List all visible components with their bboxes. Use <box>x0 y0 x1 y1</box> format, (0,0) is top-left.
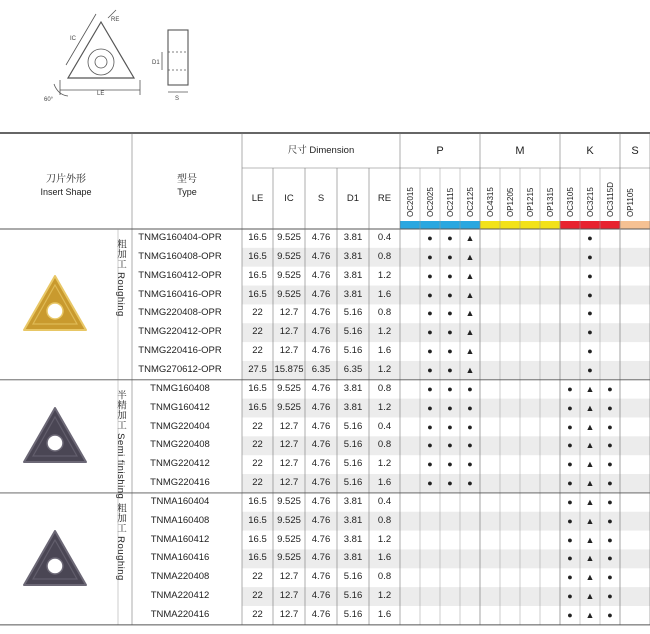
applicable-mark: ● <box>427 233 433 243</box>
applicable-mark: ● <box>427 251 433 262</box>
dim-cell: 9.525 <box>277 382 301 394</box>
applicable-mark: ● <box>447 233 453 243</box>
dim-cell: 4.76 <box>311 514 331 526</box>
applicable-mark: ● <box>467 459 473 470</box>
dim-cell: 1.2 <box>377 458 392 470</box>
insert-shape-header-en: Insert Shape <box>40 187 92 197</box>
applicable-mark: ● <box>607 402 613 413</box>
applicable-mark: ● <box>567 478 573 489</box>
dim-cell: 5.16 <box>343 345 363 357</box>
recommended-mark: ▲ <box>585 591 595 602</box>
applicable-mark: ● <box>447 251 453 262</box>
dim-cell: 16.5 <box>248 552 267 564</box>
recommended-mark: ▲ <box>465 364 475 375</box>
material-group-s: S <box>631 145 639 157</box>
type-cell: TNMG220412-OPR <box>138 326 222 338</box>
recommended-mark: ▲ <box>465 346 475 357</box>
dim-cell: 9.525 <box>277 401 301 413</box>
dim-cell: 16.5 <box>248 232 267 243</box>
applicable-mark: ● <box>427 364 433 375</box>
dim-cell: 12.7 <box>279 307 299 319</box>
dim-cell: 9.525 <box>277 495 301 507</box>
applicable-mark: ● <box>447 327 453 338</box>
type-cell: TNMG160404-OPR <box>138 232 222 243</box>
dim-cell: 9.525 <box>277 552 301 564</box>
recommended-mark: ▲ <box>585 402 595 413</box>
applicable-mark: ● <box>427 402 433 413</box>
applicable-mark: ● <box>567 553 573 564</box>
dim-cell: 4.76 <box>311 609 331 620</box>
dim-cell: 22 <box>252 609 263 620</box>
dim-header-le: LE <box>251 193 264 204</box>
dim-cell: 12.7 <box>279 439 299 451</box>
applicable-mark: ● <box>587 251 593 262</box>
applicable-mark: ● <box>467 421 473 432</box>
dim-cell: 22 <box>252 458 263 470</box>
grade-header: OP1205 <box>506 187 515 217</box>
dim-cell: 0.8 <box>377 307 392 319</box>
dim-cell: 5.16 <box>343 458 363 470</box>
material-band-s <box>620 221 650 229</box>
insert-shape-header-cn: 刀片外形 <box>46 174 86 185</box>
recommended-mark: ▲ <box>585 478 595 489</box>
type-cell: TNMG220416-OPR <box>138 345 222 357</box>
dim-cell: 5.16 <box>343 590 363 602</box>
angle-label: 60° <box>44 97 54 103</box>
applicable-mark: ● <box>607 421 613 432</box>
applicable-mark: ● <box>447 440 453 451</box>
dim-cell: 22 <box>252 345 263 357</box>
applicable-mark: ● <box>467 383 473 394</box>
applicable-mark: ● <box>607 553 613 564</box>
applicable-mark: ● <box>427 421 433 432</box>
applicable-mark: ● <box>607 440 613 451</box>
recommended-mark: ▲ <box>585 496 595 507</box>
dim-cell: 1.6 <box>377 609 392 620</box>
dim-cell: 1.6 <box>377 552 392 564</box>
dim-header-re: RE <box>377 193 392 204</box>
applicable-mark: ● <box>587 270 593 281</box>
material-group-k: K <box>586 145 594 157</box>
material-band-k <box>560 221 620 229</box>
dim-cell: 0.8 <box>377 250 392 262</box>
material-group-p: P <box>436 145 444 157</box>
dim-header-d1: D1 <box>346 193 360 204</box>
applicable-mark: ● <box>607 572 613 583</box>
dim-cell: 22 <box>252 477 263 489</box>
dim-cell: 12.7 <box>279 420 299 432</box>
dim-cell: 6.35 <box>343 363 363 375</box>
dim-cell: 5.16 <box>343 477 363 489</box>
applicable-mark: ● <box>447 346 453 357</box>
recommended-mark: ▲ <box>585 610 595 620</box>
recommended-mark: ▲ <box>585 534 595 545</box>
applicable-mark: ● <box>427 478 433 489</box>
applicable-mark: ● <box>467 478 473 489</box>
applicable-mark: ● <box>567 496 573 507</box>
recommended-mark: ▲ <box>585 572 595 583</box>
recommended-mark: ▲ <box>585 421 595 432</box>
dim-cell: 4.76 <box>311 345 331 357</box>
recommended-mark: ▲ <box>585 383 595 394</box>
dim-cell: 16.5 <box>248 288 267 300</box>
applicable-mark: ● <box>607 515 613 526</box>
d1-label: D1 <box>152 60 160 66</box>
dim-cell: 3.81 <box>343 382 363 394</box>
dim-cell: 16.5 <box>248 382 267 394</box>
recommended-mark: ▲ <box>585 553 595 564</box>
insert-image <box>20 527 90 591</box>
dim-cell: 3.81 <box>343 232 363 243</box>
dim-cell: 16.5 <box>248 250 267 262</box>
applicable-mark: ● <box>567 402 573 413</box>
applicable-mark: ● <box>567 572 573 583</box>
dim-cell: 3.81 <box>343 552 363 564</box>
applicable-mark: ● <box>587 327 593 338</box>
applicable-mark: ● <box>587 289 593 300</box>
type-cell: TNMA160412 <box>150 533 210 545</box>
ic-label: IC <box>70 36 76 42</box>
applicable-mark: ● <box>607 496 613 507</box>
dim-cell: 1.2 <box>377 401 392 413</box>
dim-cell: 4.76 <box>311 382 331 394</box>
dim-cell: 9.525 <box>277 288 301 300</box>
dim-cell: 12.7 <box>279 326 299 338</box>
applicable-mark: ● <box>447 364 453 375</box>
type-cell: TNMG220404 <box>150 420 210 432</box>
grade-header: OC2025 <box>426 187 435 217</box>
applicable-mark: ● <box>567 383 573 394</box>
type-cell: TNMG160416-OPR <box>138 288 222 300</box>
applicable-mark: ● <box>427 459 433 470</box>
type-cell: TNMG160412-OPR <box>138 269 222 281</box>
applicable-mark: ● <box>607 459 613 470</box>
dim-cell: 0.8 <box>377 382 392 394</box>
applicable-mark: ● <box>567 459 573 470</box>
dim-cell: 5.16 <box>343 420 363 432</box>
applicable-mark: ● <box>427 383 433 394</box>
dim-cell: 16.5 <box>248 495 267 507</box>
dim-cell: 3.81 <box>343 269 363 281</box>
dim-cell: 4.76 <box>311 288 331 300</box>
grade-header: OC3215 <box>586 187 595 217</box>
section-label: 粗加工 Roughing <box>115 502 126 581</box>
applicable-mark: ● <box>567 515 573 526</box>
recommended-mark: ▲ <box>585 459 595 470</box>
type-cell: TNMG220416 <box>150 477 210 489</box>
recommended-mark: ▲ <box>465 327 475 338</box>
applicable-mark: ● <box>607 383 613 394</box>
dim-cell: 9.525 <box>277 514 301 526</box>
type-cell: TNMG270612-OPR <box>138 363 222 375</box>
dim-cell: 16.5 <box>248 533 267 545</box>
grade-header: OC3115D <box>606 182 615 217</box>
type-cell: TNMG160408 <box>150 382 210 394</box>
dim-cell: 16.5 <box>248 401 267 413</box>
dim-cell: 4.76 <box>311 307 331 319</box>
dim-cell: 5.16 <box>343 326 363 338</box>
type-cell: TNMG220408-OPR <box>138 307 222 319</box>
dim-cell: 12.7 <box>279 571 299 583</box>
applicable-mark: ● <box>447 383 453 394</box>
dim-cell: 1.6 <box>377 345 392 357</box>
dim-cell: 4.76 <box>311 552 331 564</box>
dim-cell: 22 <box>252 307 263 319</box>
recommended-mark: ▲ <box>585 440 595 451</box>
dim-header-ic: IC <box>284 193 294 204</box>
dim-cell: 4.76 <box>311 326 331 338</box>
insert-image <box>20 272 90 336</box>
applicable-mark: ● <box>567 591 573 602</box>
dim-cell: 12.7 <box>279 590 299 602</box>
applicable-mark: ● <box>447 402 453 413</box>
applicable-mark: ● <box>427 346 433 357</box>
dim-cell: 5.16 <box>343 609 363 620</box>
dim-cell: 1.2 <box>377 269 392 281</box>
applicable-mark: ● <box>587 364 593 375</box>
recommended-mark: ▲ <box>465 251 475 262</box>
dim-cell: 22 <box>252 590 263 602</box>
grade-header: OP1215 <box>526 187 535 217</box>
dim-cell: 4.76 <box>311 420 331 432</box>
applicable-mark: ● <box>567 440 573 451</box>
type-cell: TNMA220416 <box>150 609 210 620</box>
grade-header: OP1105 <box>626 188 635 217</box>
dim-cell: 4.76 <box>311 590 331 602</box>
dim-cell: 9.525 <box>277 250 301 262</box>
dim-cell: 0.4 <box>377 495 392 507</box>
dimension-header: 尺寸 Dimension <box>287 145 355 156</box>
grade-header: OC2115 <box>446 187 455 217</box>
s-label: S <box>175 96 180 102</box>
dim-cell: 12.7 <box>279 345 299 357</box>
dim-cell: 4.76 <box>311 495 331 507</box>
dim-cell: 22 <box>252 439 263 451</box>
grade-header: OC3105 <box>566 187 575 217</box>
dim-cell: 12.7 <box>279 477 299 489</box>
le-label: LE <box>97 91 105 97</box>
dim-cell: 9.525 <box>277 533 301 545</box>
dim-cell: 3.81 <box>343 288 363 300</box>
dim-cell: 16.5 <box>248 514 267 526</box>
dim-cell: 1.2 <box>377 326 392 338</box>
type-cell: TNMA160408 <box>150 514 210 526</box>
recommended-mark: ▲ <box>465 270 475 281</box>
recommended-mark: ▲ <box>465 308 475 319</box>
dim-cell: 3.81 <box>343 495 363 507</box>
section-label: 粗加工 Roughing <box>115 239 126 317</box>
applicable-mark: ● <box>467 402 473 413</box>
dim-cell: 5.16 <box>343 439 363 451</box>
dim-cell: 1.2 <box>377 533 392 545</box>
dim-cell: 4.76 <box>311 533 331 545</box>
re-label: RE <box>111 17 120 23</box>
dim-cell: 22 <box>252 326 263 338</box>
applicable-mark: ● <box>427 440 433 451</box>
dim-cell: 4.76 <box>311 250 331 262</box>
dim-cell: 1.2 <box>377 590 392 602</box>
recommended-mark: ▲ <box>465 289 475 300</box>
type-header-cn: 型号 <box>177 174 197 185</box>
dim-cell: 5.16 <box>343 307 363 319</box>
grade-header: OC2125 <box>466 187 475 217</box>
dim-cell: 12.7 <box>279 458 299 470</box>
applicable-mark: ● <box>447 459 453 470</box>
type-cell: TNMG220408 <box>150 439 210 451</box>
dim-cell: 3.81 <box>343 533 363 545</box>
type-cell: TNMG160412 <box>150 401 210 413</box>
insert-image <box>20 404 90 468</box>
type-header-en: Type <box>177 187 197 197</box>
applicable-mark: ● <box>427 289 433 300</box>
dim-cell: 27.5 <box>248 363 267 375</box>
dim-cell: 4.76 <box>311 477 331 489</box>
dim-cell: 3.81 <box>343 401 363 413</box>
dim-cell: 5.16 <box>343 571 363 583</box>
applicable-mark: ● <box>587 233 593 243</box>
dim-cell: 4.76 <box>311 439 331 451</box>
dim-cell: 0.4 <box>377 232 392 243</box>
grade-header: OC2015 <box>406 187 415 217</box>
applicable-mark: ● <box>607 610 613 620</box>
applicable-mark: ● <box>447 308 453 319</box>
dim-cell: 0.8 <box>377 514 392 526</box>
applicable-mark: ● <box>447 478 453 489</box>
dim-cell: 4.76 <box>311 571 331 583</box>
grade-header: OC4315 <box>486 187 495 217</box>
applicable-mark: ● <box>467 440 473 451</box>
applicable-mark: ● <box>447 421 453 432</box>
applicable-mark: ● <box>567 534 573 545</box>
dim-cell: 1.2 <box>377 363 392 375</box>
applicable-mark: ● <box>607 534 613 545</box>
dim-cell: 4.76 <box>311 401 331 413</box>
type-cell: TNMA160416 <box>150 552 210 564</box>
dim-cell: 3.81 <box>343 250 363 262</box>
material-group-m: M <box>515 145 525 157</box>
dim-cell: 0.8 <box>377 439 392 451</box>
applicable-mark: ● <box>447 289 453 300</box>
dim-cell: 4.76 <box>311 232 331 243</box>
applicable-mark: ● <box>427 308 433 319</box>
applicable-mark: ● <box>447 270 453 281</box>
section-label: 半精加工 Semi finishing <box>115 389 126 500</box>
grade-header: OP1315 <box>546 187 555 217</box>
dim-cell: 6.35 <box>311 363 331 375</box>
applicable-mark: ● <box>607 478 613 489</box>
dim-cell: 1.6 <box>377 477 392 489</box>
applicable-mark: ● <box>567 610 573 620</box>
applicable-mark: ● <box>567 421 573 432</box>
dim-cell: 22 <box>252 571 263 583</box>
type-cell: TNMG160408-OPR <box>138 250 222 262</box>
dim-cell: 3.81 <box>343 514 363 526</box>
dim-cell: 15.875 <box>274 363 304 375</box>
dim-cell: 4.76 <box>311 269 331 281</box>
dim-header-s: S <box>317 193 325 204</box>
type-cell: TNMA160404 <box>150 495 210 507</box>
dim-cell: 0.8 <box>377 571 392 583</box>
dim-cell: 16.5 <box>248 269 267 281</box>
applicable-mark: ● <box>427 270 433 281</box>
dim-cell: 4.76 <box>311 458 331 470</box>
recommended-mark: ▲ <box>585 515 595 526</box>
recommended-mark: ▲ <box>465 233 475 243</box>
applicable-mark: ● <box>427 327 433 338</box>
type-cell: TNMA220412 <box>150 590 210 602</box>
dim-cell: 1.6 <box>377 288 392 300</box>
applicable-mark: ● <box>587 346 593 357</box>
dim-cell: 9.525 <box>277 232 301 243</box>
applicable-mark: ● <box>587 308 593 319</box>
applicable-mark: ● <box>607 591 613 602</box>
dim-cell: 0.4 <box>377 420 392 432</box>
dim-cell: 22 <box>252 420 263 432</box>
dim-cell: 12.7 <box>279 609 299 620</box>
type-cell: TNMA220408 <box>150 571 210 583</box>
dim-cell: 9.525 <box>277 269 301 281</box>
type-cell: TNMG220412 <box>150 458 210 470</box>
